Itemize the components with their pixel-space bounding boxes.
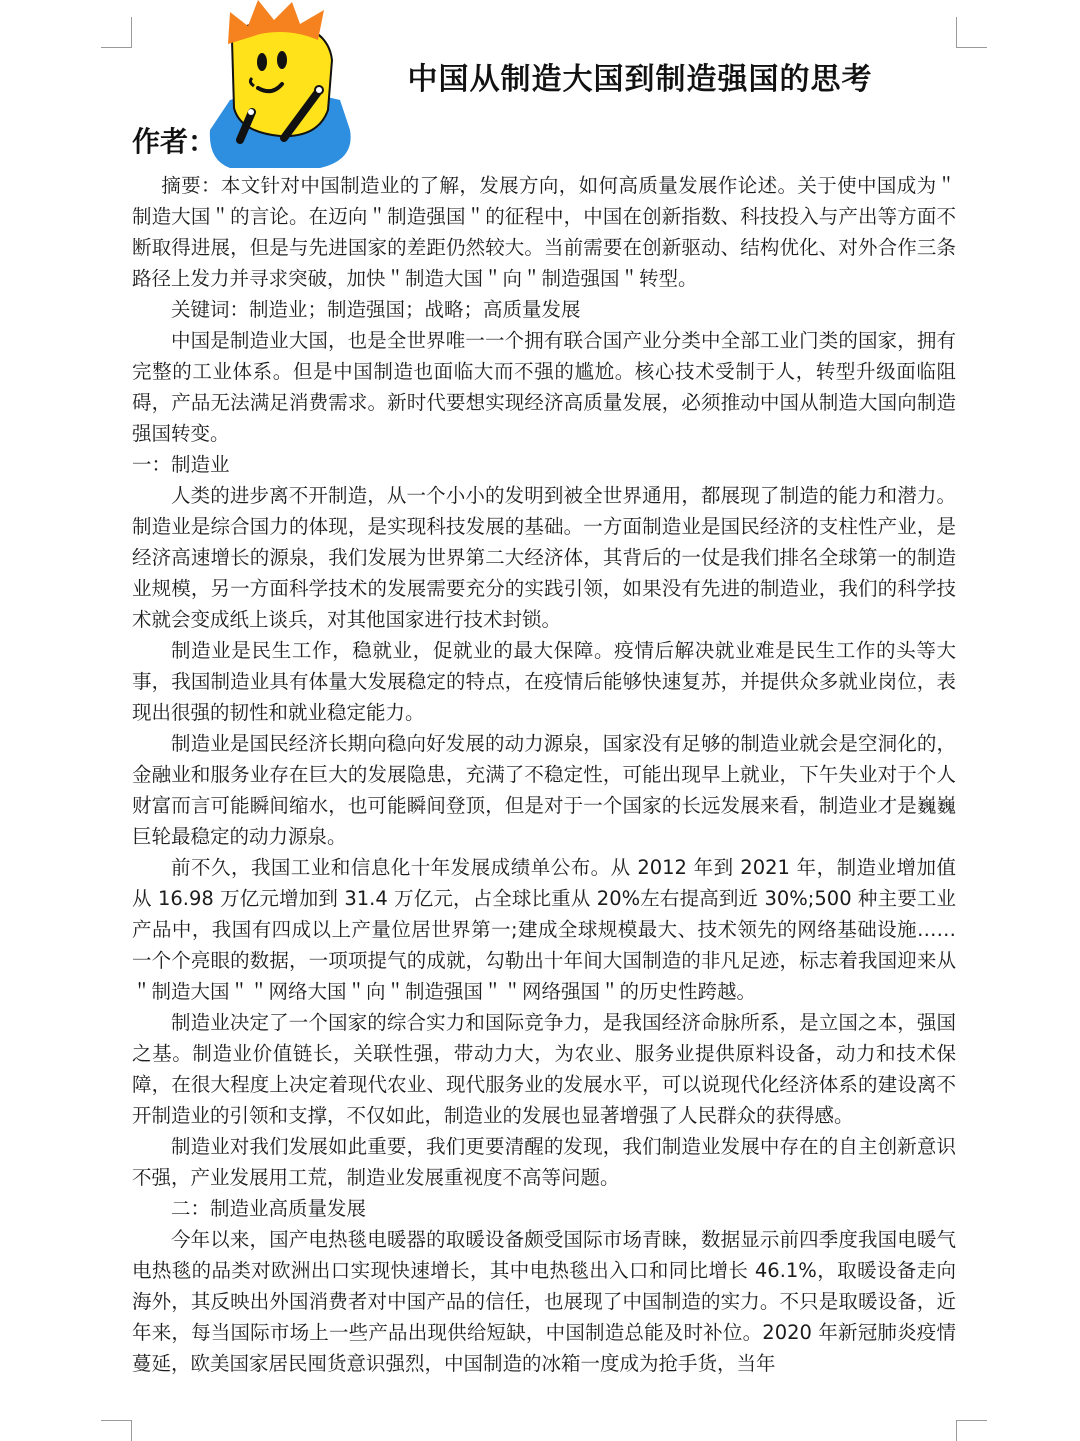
keywords-line: 关键词：制造业；制造强国；战略；高质量发展 (171, 298, 581, 321)
abstract-paragraph: 摘要：本文针对中国制造业的了解，发展方向，如何高质量发展作论述。关于使中国成为＂制造大国＂的言论。在迈向＂制造强国＂的征程中，中国在创新指数、科技投入与产出等方面不断取得进展，但是与先进国家的差距仍然较大。当前需要在创新驱动、结构优化、对外合作三条路径上发力并寻求突破，加快＂制造大国＂向＂制造强国＂转型。 (132, 174, 956, 290)
body-paragraph: 前不久，我国工业和信息化十年发展成绩单公布。从 2012 年到 2021 年，制造业增加值从 16.98 万亿元增加到 31.4 万亿元，占全球比重从 20%左右提高到近 30%;500 种主要工业产品中，我国有四成以上产量位居世界第一;建成全球规模最大、技术领先的网络基础设施……一个个亮眼的数据，一项项提气的成就，勾勒出十年间大国制造的非凡足迹，标志着我国迎来从＂制造大国＂＂网络大国＂向＂制造强国＂＂网络强国＂的历史性跨越。 (132, 856, 956, 1003)
author-label: 作者： (132, 125, 217, 158)
body-paragraph: 制造业是国民经济长期向稳向好发展的动力源泉，国家没有足够的制造业就会是空洞化的，金融业和服务业存在巨大的发展隐患，充满了不稳定性，可能出现早上就业，下午失业对于个人财富而言可能瞬间缩水，也可能瞬间登顶，但是对于一个国家的长远发展来看，制造业才是巍巍巨轮最稳定的动力源泉。 (132, 732, 956, 848)
body-paragraph: 制造业对我们发展如此重要，我们更要清醒的发现，我们制造业发展中存在的自主创新意识不强，产业发展用工荒，制造业发展重视度不高等问题。 (132, 1135, 956, 1189)
crop-mark-top-right (956, 17, 987, 48)
crop-mark-bottom-left (101, 1420, 132, 1441)
crop-mark-bottom-right (956, 1420, 987, 1441)
section-heading: 二：制造业高质量发展 (171, 1197, 367, 1220)
body-paragraph: 制造业决定了一个国家的综合实力和国际竞争力，是我国经济命脉所系，是立国之本，强国之基。制造业价值链长，关联性强，带动力大，为农业、服务业提供原料设备，动力和技术保障，在很大程度上决定着现代农业、现代服务业的发展水平，可以说现代化经济体系的建设离不开制造业的引领和支撑，不仅如此，制造业的发展也显著增强了人民群众的获得感。 (132, 1011, 956, 1127)
body-paragraph: 中国是制造业大国，也是全世界唯一一个拥有联合国产业分类中全部工业门类的国家，拥有完整的工业体系。但是中国制造也面临大而不强的尴尬。核心技术受制于人，转型升级面临阻碍，产品无法满足消费需求。新时代要想实现经济高质量发展，必须推动中国从制造大国向制造强国转变。 (132, 329, 956, 445)
section-heading: 一：制造业 (132, 453, 230, 476)
body-paragraph: 人类的进步离不开制造，从一个小小的发明到被全世界通用，都展现了制造的能力和潜力。制造业是综合国力的体现，是实现科技发展的基础。一方面制造业是国民经济的支柱性产业，是经济高速增长的源泉，我们发展为世界第二大经济体，其背后的一仗是我们排名全球第一的制造业规模，另一方面科学技术的发展需要充分的实践引领，如果没有先进的制造业，我们的科学技术就会变成纸上谈兵，对其他国家进行技术封锁。 (132, 484, 956, 631)
body-paragraph: 今年以来，国产电热毯电暖器的取暖设备颇受国际市场青睐，数据显示前四季度我国电暖气电热毯的品类对欧洲出口实现快速增长，其中电热毯出入口和同比增长 46.1%，取暖设备走向海外，其反映出外国消费者对中国产品的信任，也展现了中国制造的实力。不只是取暖设备，近年来，每当国际市场上一些产品出现供给短缺，中国制造总能及时补位。2020 年新冠肺炎疫情蔓延，欧美国家居民囤货意识强烈，中国制造的冰箱一度成为抢手货，当年 (132, 1228, 956, 1375)
body-paragraph: 制造业是民生工作，稳就业，促就业的最大保障。疫情后解决就业难是民生工作的头等大事，我国制造业具有体量大发展稳定的特点，在疫情后能够快速复苏，并提供众多就业岗位，表现出很强的韧性和就业稳定能力。 (132, 639, 956, 724)
page-title: 中国从制造大国到制造强国的思考 (407, 62, 873, 97)
document-body (132, 170, 956, 1379)
crop-mark-top-left (101, 17, 132, 48)
